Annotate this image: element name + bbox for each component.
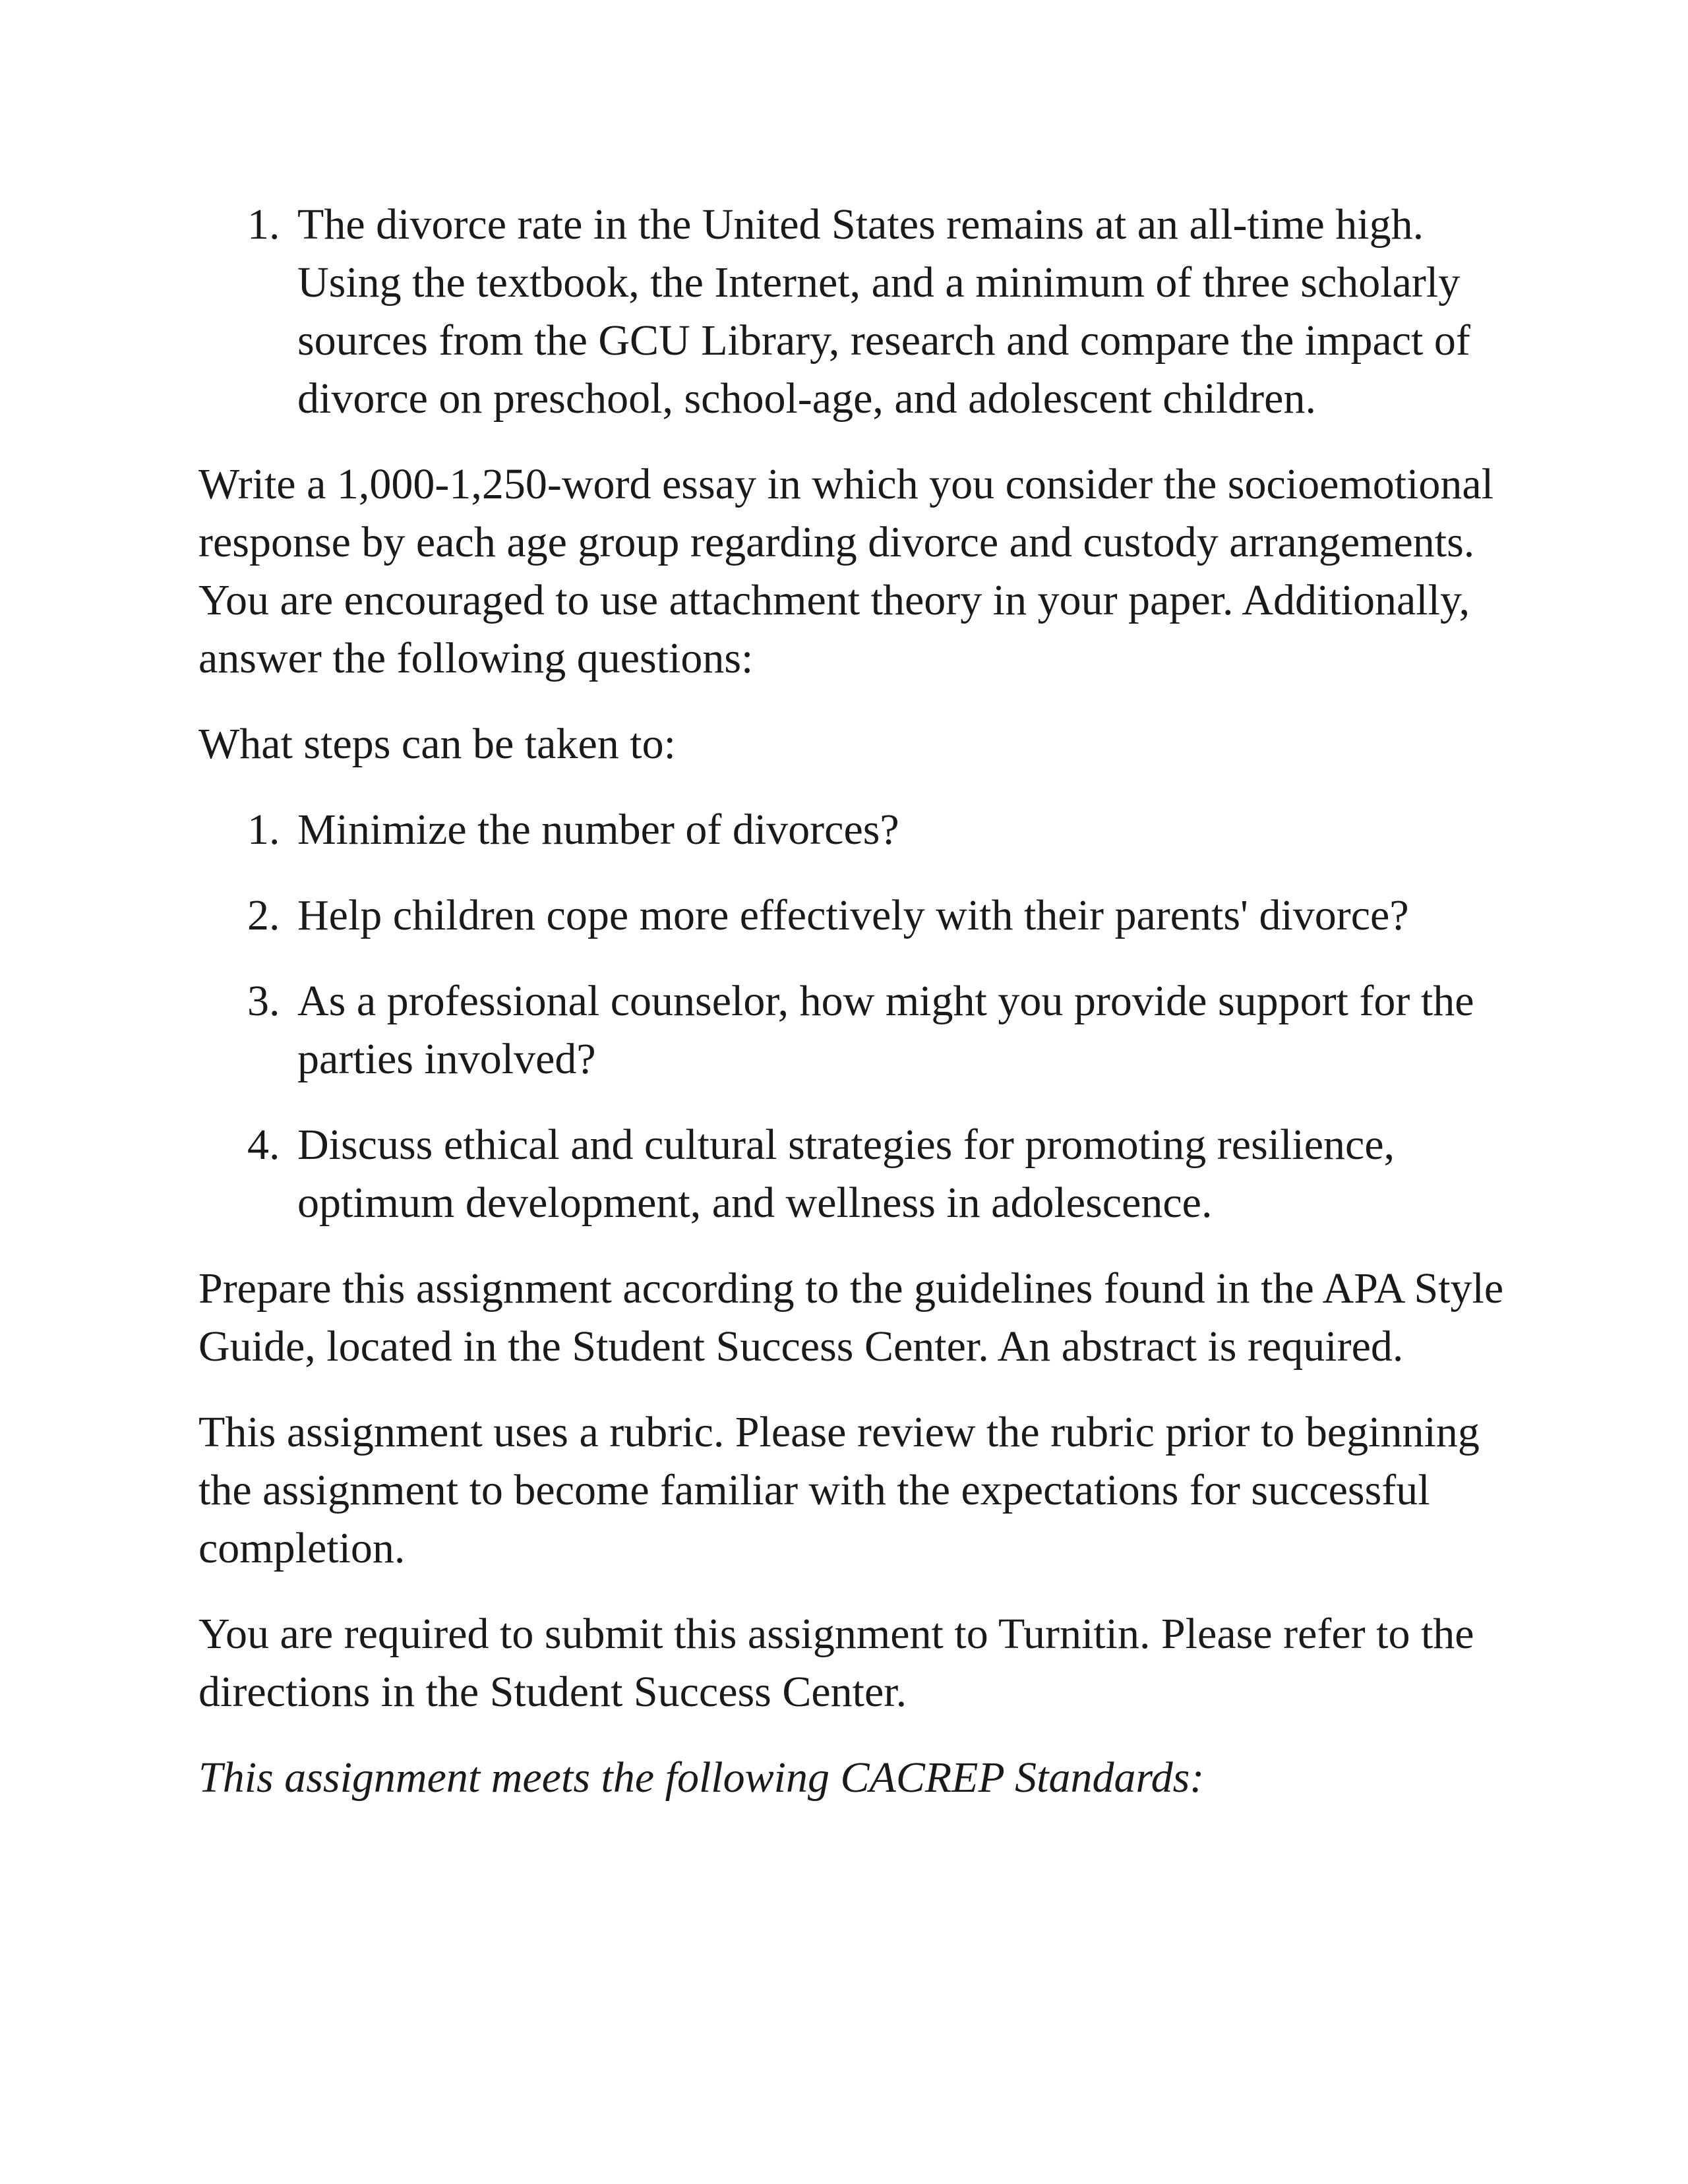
list-item-text: Help children cope more effectively with their parents' divorce? xyxy=(297,891,1409,939)
apa-guidelines-paragraph: Prepare this assignment according to the guidelines found in the APA Style Guide, located in the Student Success Center. An abstract is required. xyxy=(198,1264,1504,1371)
list-number: 4. xyxy=(247,1121,280,1169)
steps-intro-paragraph: What steps can be taken to: xyxy=(198,720,676,768)
intro-list-item xyxy=(198,196,1504,428)
list-number: 1. xyxy=(247,806,280,854)
question-list-item xyxy=(198,972,1504,1088)
essay-instructions-paragraph: Write a 1,000-1,250-word essay in which you consider the socioemotional response by each age group regarding divorce and custody arrangements. You are encouraged to use attachment theory in your paper. Additionally, answer the following questions: xyxy=(198,460,1494,682)
rubric-paragraph: This assignment uses a rubric. Please review the rubric prior to beginning the assignment to become familiar with the expectations for successful completion. xyxy=(198,1408,1480,1572)
question-list-item xyxy=(198,1116,1504,1232)
list-number: 3. xyxy=(247,977,280,1025)
list-item-text: The divorce rate in the United States remains at an all-time high. Using the textbook, the Internet, and a minimum of three scholarly sources from the GCU Library, research and compare the impact of divorce on preschool, school-age, and adolescent children. xyxy=(297,200,1470,423)
question-list-item xyxy=(198,801,1504,859)
document-body xyxy=(198,196,1504,1835)
list-number: 2. xyxy=(247,891,280,939)
list-item-text: Discuss ethical and cultural strategies for promoting resilience, optimum development, and wellness in adolescence. xyxy=(297,1121,1395,1227)
turnitin-paragraph: You are required to submit this assignment to Turnitin. Please refer to the directions in the Student Success Center. xyxy=(198,1610,1474,1716)
list-number: 1. xyxy=(247,200,280,249)
list-item-text: Minimize the number of divorces? xyxy=(297,806,899,854)
cacrep-standards-line: This assignment meets the following CACREP Standards: xyxy=(198,1754,1205,1802)
list-item-text: As a professional counselor, how might you provide support for the parties involved? xyxy=(297,977,1474,1083)
question-list-item xyxy=(198,887,1504,945)
